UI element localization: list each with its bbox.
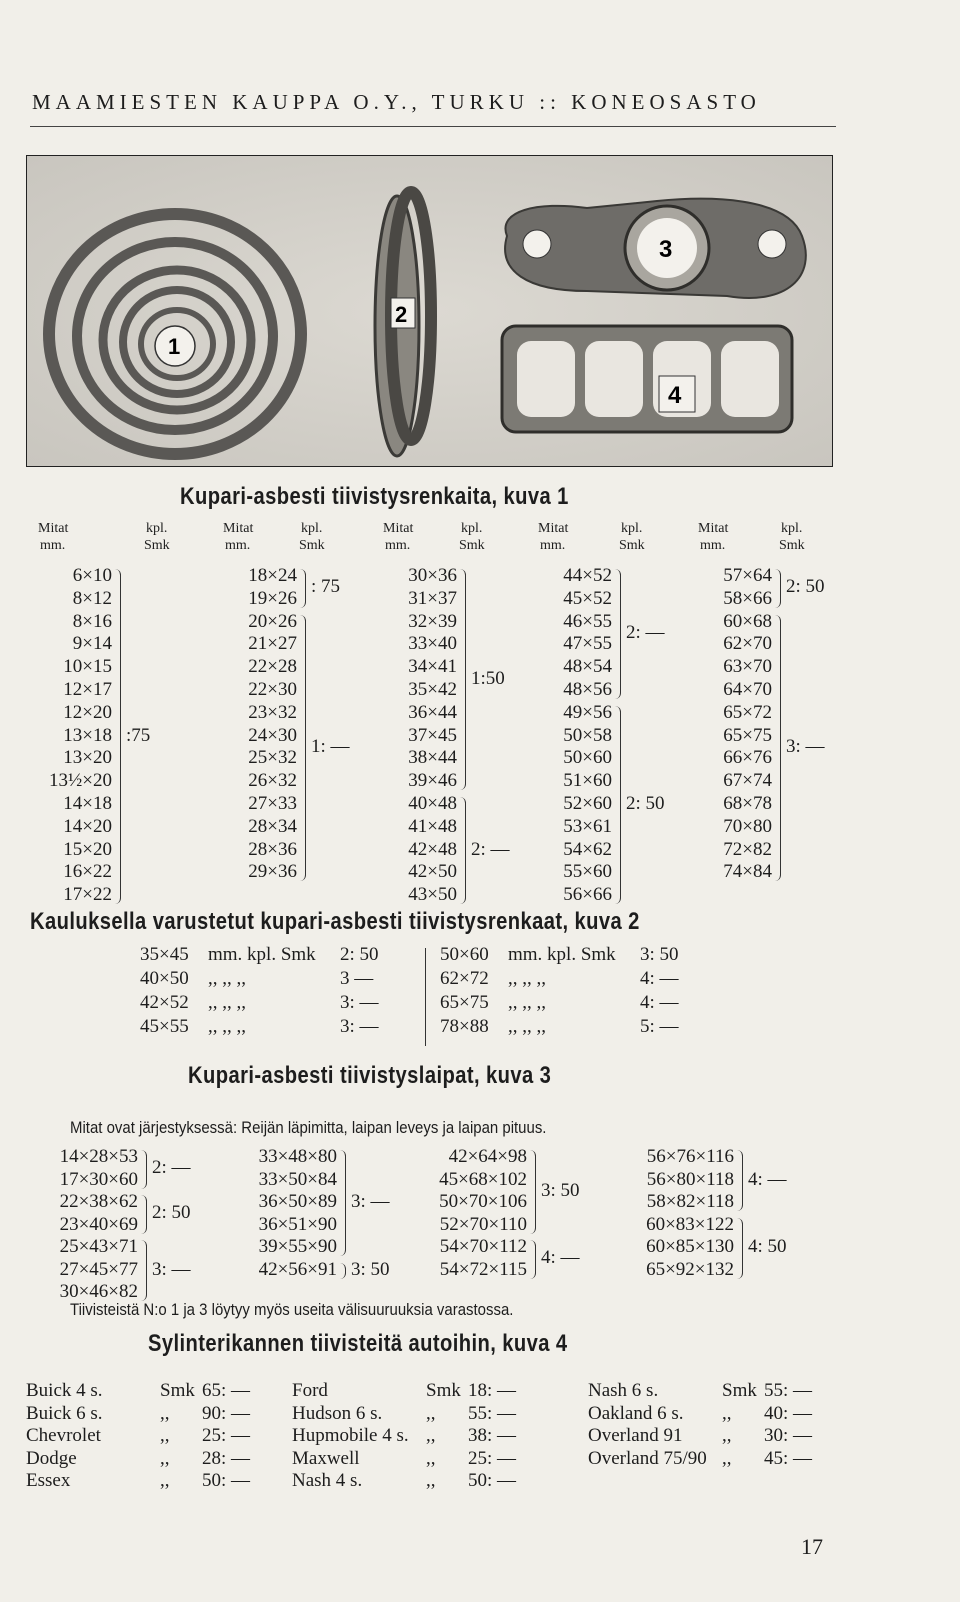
item-size: 78×88 bbox=[440, 1016, 489, 1037]
size-item: 62×70 bbox=[723, 633, 772, 655]
col-header-mm: mm. bbox=[540, 538, 566, 553]
size-item: 47×55 bbox=[563, 633, 612, 655]
group-brace bbox=[140, 1150, 147, 1189]
size-item: 12×20 bbox=[63, 701, 112, 723]
col-header-smk: Smk bbox=[459, 538, 485, 553]
item-unit: ,, ,, ,, bbox=[208, 968, 246, 989]
item-size: 45×55 bbox=[140, 1016, 189, 1037]
flange-size: 56×80×118 bbox=[646, 1168, 734, 1190]
size-item: 31×37 bbox=[408, 587, 457, 609]
size-item: 65×72 bbox=[723, 701, 772, 723]
group-price: :75 bbox=[126, 724, 151, 746]
car-price: 38: — bbox=[468, 1425, 517, 1446]
size-item: 6×10 bbox=[72, 565, 112, 586]
size-item: 36×44 bbox=[408, 701, 457, 723]
size-item: 9×14 bbox=[72, 633, 112, 655]
flange-size: 60×85×130 bbox=[646, 1236, 734, 1257]
size-item: 51×60 bbox=[563, 770, 612, 792]
size-item: 18×24 bbox=[248, 565, 297, 586]
group-brace bbox=[736, 1150, 743, 1211]
size-item: 8×16 bbox=[72, 610, 112, 632]
col-header-mitat: Mitat bbox=[38, 521, 69, 536]
group-brace bbox=[614, 569, 621, 699]
col-header-kpl: kpl. bbox=[781, 521, 803, 536]
size-item: 27×33 bbox=[248, 793, 297, 814]
car-price: 25: — bbox=[202, 1425, 251, 1446]
col-header-smk: Smk bbox=[779, 538, 805, 553]
col-header-mm: mm. bbox=[700, 538, 726, 553]
size-item: 13×20 bbox=[63, 747, 112, 769]
car-currency: ,, bbox=[426, 1402, 436, 1424]
car-name: Hupmobile 4 s. bbox=[292, 1425, 409, 1446]
label-1: 1 bbox=[168, 334, 181, 359]
car-name: Buick 6 s. bbox=[26, 1402, 103, 1424]
car-price: 50: — bbox=[468, 1470, 517, 1491]
group-price: : 75 bbox=[311, 576, 341, 598]
item-unit: ,, ,, ,, bbox=[508, 968, 546, 989]
flange-size: 36×50×89 bbox=[258, 1191, 337, 1212]
gasket-illustration bbox=[27, 156, 832, 466]
col-header-kpl: kpl. bbox=[301, 521, 323, 536]
item-size: 42×52 bbox=[140, 992, 189, 1013]
size-item: 39×46 bbox=[408, 770, 457, 792]
group-price: 4: — bbox=[541, 1247, 580, 1269]
section3-intro: Mitat ovat järjestyksessä: Reijän läpimitta, laipan leveys ja laipan pituus. bbox=[70, 1118, 547, 1137]
col-header-kpl: kpl. bbox=[146, 521, 168, 536]
group-brace bbox=[736, 1218, 743, 1279]
size-item: 68×78 bbox=[723, 793, 772, 814]
car-price: 50: — bbox=[202, 1470, 251, 1491]
col-header-mitat: Mitat bbox=[538, 521, 569, 536]
car-currency: Smk bbox=[160, 1380, 195, 1401]
size-item: 48×56 bbox=[563, 679, 612, 700]
size-item: 13½×20 bbox=[49, 770, 112, 792]
group-brace bbox=[614, 706, 621, 904]
group-brace bbox=[339, 1150, 346, 1256]
flange-size: 50×70×106 bbox=[439, 1191, 527, 1212]
size-item: 49×56 bbox=[563, 701, 612, 723]
car-name: Nash 6 s. bbox=[588, 1380, 659, 1401]
flange-size: 52×70×110 bbox=[439, 1213, 527, 1235]
size-item: 32×39 bbox=[408, 610, 457, 632]
size-item: 44×52 bbox=[563, 565, 612, 586]
car-name: Essex bbox=[26, 1470, 71, 1491]
size-item: 24×30 bbox=[248, 724, 297, 746]
size-item: 15×20 bbox=[63, 838, 112, 860]
flange-size: 33×48×80 bbox=[258, 1146, 337, 1167]
item-size: 35×45 bbox=[140, 944, 189, 965]
flange-size: 14×28×53 bbox=[59, 1146, 138, 1167]
group-price: 4: — bbox=[748, 1168, 787, 1190]
car-name: Ford bbox=[292, 1380, 328, 1401]
item-unit: mm. kpl. Smk bbox=[208, 944, 316, 965]
col-header-smk: Smk bbox=[299, 538, 325, 553]
col-header-mitat: Mitat bbox=[223, 521, 254, 536]
size-item: 67×74 bbox=[723, 770, 772, 792]
flange-size: 36×51×90 bbox=[258, 1213, 337, 1235]
group-price: 3: — bbox=[786, 736, 825, 757]
group-brace bbox=[774, 615, 781, 882]
size-item: 55×60 bbox=[563, 861, 612, 883]
flange-size: 45×68×102 bbox=[439, 1168, 527, 1190]
car-currency: Smk bbox=[426, 1380, 461, 1401]
col-header-mm: mm. bbox=[40, 538, 66, 553]
group-brace bbox=[140, 1240, 147, 1301]
size-item: 52×60 bbox=[563, 793, 612, 814]
flange-size: 39×55×90 bbox=[258, 1236, 337, 1257]
car-currency: ,, bbox=[160, 1470, 170, 1491]
flange-size: 56×76×116 bbox=[646, 1146, 734, 1167]
group-price: 3: — bbox=[152, 1258, 191, 1280]
group-brace bbox=[459, 569, 466, 790]
size-item: 45×52 bbox=[563, 587, 612, 609]
car-price: 55: — bbox=[468, 1402, 517, 1424]
col-header-mitat: Mitat bbox=[383, 521, 414, 536]
flange-size: 23×40×69 bbox=[59, 1213, 138, 1235]
flange-size: 22×38×62 bbox=[59, 1191, 138, 1212]
flange-size: 60×83×122 bbox=[646, 1213, 734, 1235]
header-rule bbox=[30, 126, 836, 127]
car-currency: ,, bbox=[722, 1447, 732, 1469]
page-header: MAAMIESTEN KAUPPA O.Y., TURKU :: KONEOSASTO bbox=[32, 90, 761, 114]
car-price: 18: — bbox=[468, 1380, 517, 1401]
section1-title: Kupari-asbesti tiivistysrenkaita, kuva 1 bbox=[180, 483, 569, 510]
head-gasket-4 bbox=[502, 326, 792, 432]
item-price: 5: — bbox=[640, 1016, 679, 1037]
section3-note: Tiivisteistä N:o 1 ja 3 löytyy myös useita välisuuruuksia varastossa. bbox=[70, 1300, 514, 1319]
section4-title: Sylinterikannen tiivisteitä autoihin, kuva 4 bbox=[148, 1330, 568, 1357]
size-item: 58×66 bbox=[723, 587, 772, 609]
size-item: 46×55 bbox=[563, 610, 612, 632]
item-price: 4: — bbox=[640, 992, 679, 1013]
group-price: 3: 50 bbox=[541, 1179, 580, 1201]
item-unit: ,, ,, ,, bbox=[208, 992, 246, 1013]
col-header-smk: Smk bbox=[619, 538, 645, 553]
car-price: 90: — bbox=[202, 1402, 251, 1424]
group-price: 3: 50 bbox=[351, 1258, 390, 1280]
car-currency: ,, bbox=[722, 1402, 732, 1424]
group-price: 3: — bbox=[351, 1191, 390, 1212]
item-unit: ,, ,, ,, bbox=[508, 992, 546, 1013]
flange-size: 17×30×60 bbox=[59, 1168, 138, 1190]
car-currency: ,, bbox=[160, 1425, 170, 1446]
item-size: 65×75 bbox=[440, 992, 489, 1013]
section2-divider bbox=[425, 948, 426, 1046]
size-item: 29×36 bbox=[248, 861, 297, 883]
size-item: 14×18 bbox=[63, 793, 112, 814]
item-price: 3: 50 bbox=[640, 944, 679, 965]
col-header-kpl: kpl. bbox=[461, 521, 483, 536]
flange-size: 25×43×71 bbox=[59, 1236, 138, 1257]
size-item: 48×54 bbox=[563, 656, 612, 678]
size-item: 12×17 bbox=[63, 679, 112, 700]
car-price: 40: — bbox=[764, 1402, 813, 1424]
car-name: Overland 75/90 bbox=[588, 1447, 707, 1469]
group-brace bbox=[529, 1240, 536, 1279]
section2-title: Kauluksella varustetut kupari-asbesti tiivistysrenkaat, kuva 2 bbox=[30, 908, 640, 935]
car-currency: Smk bbox=[722, 1380, 757, 1401]
group-brace bbox=[140, 1195, 147, 1234]
col-header-mm: mm. bbox=[385, 538, 411, 553]
size-item: 20×26 bbox=[248, 610, 297, 632]
car-currency: ,, bbox=[160, 1447, 170, 1469]
size-item: 16×22 bbox=[63, 861, 112, 883]
size-item: 17×22 bbox=[63, 884, 112, 906]
flange-size: 27×45×77 bbox=[59, 1258, 138, 1280]
size-item: 22×30 bbox=[248, 679, 297, 700]
item-price: 3: — bbox=[340, 992, 379, 1013]
size-item: 23×32 bbox=[248, 701, 297, 723]
group-price: 1: — bbox=[311, 736, 350, 757]
size-item: 50×58 bbox=[563, 724, 612, 746]
car-price: 65: — bbox=[202, 1380, 251, 1401]
car-name: Overland 91 bbox=[588, 1425, 683, 1446]
size-item: 13×18 bbox=[63, 724, 112, 746]
size-item: 35×42 bbox=[408, 679, 457, 700]
size-item: 26×32 bbox=[248, 770, 297, 792]
group-price: 2: — bbox=[152, 1157, 191, 1179]
car-price: 55: — bbox=[764, 1380, 813, 1401]
size-item: 54×62 bbox=[563, 838, 612, 860]
group-price: 2: — bbox=[471, 838, 510, 860]
car-price: 45: — bbox=[764, 1447, 813, 1469]
gasket-photo bbox=[26, 155, 833, 467]
size-item: 63×70 bbox=[723, 656, 772, 678]
col-header-mm: mm. bbox=[225, 538, 251, 553]
item-size: 62×72 bbox=[440, 968, 489, 989]
group-brace bbox=[459, 797, 466, 904]
group-brace bbox=[299, 569, 306, 608]
section3-title: Kupari-asbesti tiivistyslaipat, kuva 3 bbox=[188, 1062, 552, 1089]
size-item: 56×66 bbox=[563, 884, 612, 906]
label-2: 2 bbox=[395, 302, 408, 327]
car-price: 30: — bbox=[764, 1425, 813, 1446]
flange-size: 42×56×91 bbox=[258, 1258, 337, 1280]
size-item: 43×50 bbox=[408, 884, 457, 906]
car-currency: ,, bbox=[426, 1470, 436, 1491]
size-item: 42×50 bbox=[408, 861, 457, 883]
item-price: 3: — bbox=[340, 1016, 379, 1037]
item-unit: ,, ,, ,, bbox=[208, 1016, 246, 1037]
group-brace bbox=[339, 1263, 346, 1279]
car-name: Dodge bbox=[26, 1447, 77, 1469]
size-item: 74×84 bbox=[723, 861, 772, 883]
size-item: 30×36 bbox=[408, 565, 457, 586]
item-size: 50×60 bbox=[440, 944, 489, 965]
col-header-mitat: Mitat bbox=[698, 521, 729, 536]
size-item: 60×68 bbox=[723, 610, 772, 632]
flange-size: 58×82×118 bbox=[646, 1191, 734, 1212]
size-item: 53×61 bbox=[563, 815, 612, 837]
item-size: 40×50 bbox=[140, 968, 189, 989]
flange-gasket-3 bbox=[505, 199, 806, 298]
car-currency: ,, bbox=[426, 1447, 436, 1469]
car-name: Oakland 6 s. bbox=[588, 1402, 684, 1424]
group-price: 2: 50 bbox=[626, 793, 665, 814]
size-item: 40×48 bbox=[408, 793, 457, 814]
group-brace bbox=[299, 615, 306, 882]
size-item: 37×45 bbox=[408, 724, 457, 746]
col-header-smk: Smk bbox=[144, 538, 170, 553]
size-item: 33×40 bbox=[408, 633, 457, 655]
item-price: 2: 50 bbox=[340, 944, 379, 965]
item-unit: ,, ,, ,, bbox=[508, 1016, 546, 1037]
car-currency: ,, bbox=[426, 1425, 436, 1446]
flange-size: 33×50×84 bbox=[258, 1168, 337, 1190]
car-price: 25: — bbox=[468, 1447, 517, 1469]
car-name: Nash 4 s. bbox=[292, 1470, 363, 1491]
car-name: Chevrolet bbox=[26, 1425, 101, 1446]
size-item: 25×32 bbox=[248, 747, 297, 769]
size-item: 21×27 bbox=[248, 633, 297, 655]
flange-size: 30×46×82 bbox=[59, 1281, 138, 1302]
car-price: 28: — bbox=[202, 1447, 251, 1469]
size-item: 42×48 bbox=[408, 838, 457, 860]
size-item: 34×41 bbox=[408, 656, 457, 678]
size-item: 38×44 bbox=[408, 747, 457, 769]
car-name: Maxwell bbox=[292, 1447, 360, 1469]
car-name: Buick 4 s. bbox=[26, 1380, 103, 1401]
car-currency: ,, bbox=[160, 1402, 170, 1424]
size-item: 8×12 bbox=[72, 587, 112, 609]
flange-size: 54×70×112 bbox=[439, 1236, 527, 1257]
label-4: 4 bbox=[668, 382, 682, 409]
size-item: 66×76 bbox=[723, 747, 772, 769]
flange-size: 54×72×115 bbox=[439, 1258, 527, 1280]
group-price: 4: 50 bbox=[748, 1236, 787, 1257]
size-item: 28×34 bbox=[248, 815, 297, 837]
size-item: 19×26 bbox=[248, 587, 297, 609]
size-item: 41×48 bbox=[408, 815, 457, 837]
group-price: 2: — bbox=[626, 622, 665, 643]
group-price: 1:50 bbox=[471, 667, 505, 689]
col-header-kpl: kpl. bbox=[621, 521, 643, 536]
group-brace bbox=[114, 569, 121, 904]
item-price: 4: — bbox=[640, 968, 679, 989]
item-price: 3 — bbox=[340, 968, 374, 989]
group-brace bbox=[774, 569, 781, 608]
size-item: 14×20 bbox=[63, 815, 112, 837]
size-item: 57×64 bbox=[723, 565, 772, 586]
car-currency: ,, bbox=[722, 1425, 732, 1446]
label-3: 3 bbox=[659, 236, 673, 263]
item-unit: mm. kpl. Smk bbox=[508, 944, 616, 965]
size-item: 50×60 bbox=[563, 747, 612, 769]
size-item: 28×36 bbox=[248, 838, 297, 860]
size-item: 70×80 bbox=[723, 815, 772, 837]
size-item: 65×75 bbox=[723, 724, 772, 746]
size-item: 22×28 bbox=[248, 656, 297, 678]
flange-size: 42×64×98 bbox=[448, 1146, 527, 1167]
size-item: 72×82 bbox=[723, 838, 772, 860]
group-brace bbox=[529, 1150, 536, 1234]
group-price: 2: 50 bbox=[786, 576, 825, 598]
flange-size: 65×92×132 bbox=[646, 1258, 734, 1280]
size-item: 64×70 bbox=[723, 679, 772, 700]
page-number: 17 bbox=[801, 1534, 823, 1559]
car-name: Hudson 6 s. bbox=[292, 1402, 383, 1424]
group-price: 2: 50 bbox=[152, 1202, 191, 1224]
size-item: 10×15 bbox=[63, 656, 112, 678]
